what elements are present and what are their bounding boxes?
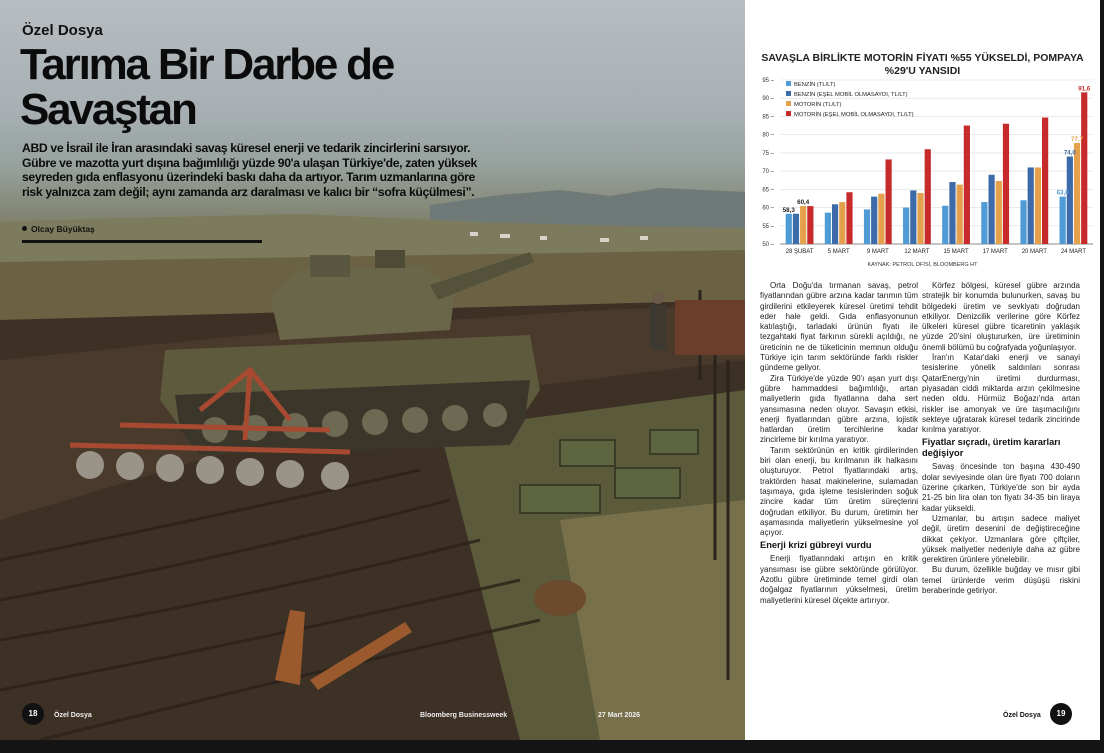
paragraph: Bu durum, özellikle buğday ve mısır gibi temel ürünlerde verim düşüşü riskini beraberinde getiriyor. bbox=[922, 565, 1080, 596]
bar bbox=[1042, 118, 1048, 244]
body-column-1 bbox=[760, 281, 918, 606]
paragraph: İran'ın Katar'daki enerji ve sanayi tesislerine yönelik saldırıları sonrası QatarEnergy'nin üretimi durdurması, piyasadan ciddi miktarda arzın çekilmesine neden oldu. Hürmüz Boğazı'nda artan riskler ise amonyak ve üre taşımacılığını sekteye uğratarak küresel tedarik zincirinde kırılma yaratıyor. bbox=[922, 353, 1080, 435]
data-label: 91,6 bbox=[1078, 85, 1091, 93]
x-tick-label: 12 MART bbox=[904, 249, 930, 255]
x-tick-label: 15 MART bbox=[943, 249, 969, 255]
legend-entry: BENZİN (TL/LT) bbox=[794, 82, 836, 88]
bar bbox=[871, 197, 877, 244]
subheading: Enerji krizi gübreyi vurdu bbox=[760, 540, 872, 551]
right-page bbox=[745, 0, 1100, 740]
legend-entry: MOTORİN (TL/LT) bbox=[794, 102, 842, 108]
y-tick-label: 55 – bbox=[762, 223, 774, 230]
right-page-number: 19 bbox=[1050, 703, 1072, 725]
bar bbox=[832, 204, 838, 244]
page-title: Tarıma Bir Darbe de Savaştan bbox=[20, 40, 394, 134]
bar bbox=[786, 214, 792, 244]
bar bbox=[910, 190, 916, 244]
bar bbox=[825, 213, 831, 244]
y-tick-label: 70 – bbox=[762, 169, 774, 176]
x-tick-label: 28 ŞUBAT bbox=[785, 249, 814, 255]
legend-swatch bbox=[786, 81, 791, 86]
bar bbox=[996, 181, 1002, 244]
bar bbox=[1067, 157, 1073, 244]
data-label: 58,3 bbox=[782, 206, 795, 214]
bar bbox=[793, 214, 799, 244]
bar bbox=[800, 206, 806, 244]
y-tick-label: 95 – bbox=[762, 78, 774, 84]
data-label: 74,0 bbox=[1063, 149, 1076, 157]
section-kicker: Özel Dosya bbox=[22, 22, 103, 39]
bar bbox=[839, 202, 845, 244]
bar bbox=[917, 193, 923, 244]
bar bbox=[925, 149, 931, 244]
bar bbox=[981, 202, 987, 244]
article-dek: ABD ve İsrail ile İran arasındaki savaş küresel enerji ve tedarik zincirlerini sarsıyor. Gübre ve mazotta yurt dışına bağımlılığı yüzde 90'a ulaşan Türkiye'de, zaten yüksek seyreden gıda enflasyonu üzerindeki baskı daha da artıyor. Tarım uzmanlarına göre risk yalnızca zam değil; aynı zamanda arz daralması ve kalıcı bir “sofra küçülmesi”. bbox=[22, 141, 477, 199]
chart-source: KAYNAK: PETROL OFİSİ, BLOOMBERG HT bbox=[867, 262, 978, 268]
bar bbox=[878, 194, 884, 244]
bar bbox=[1060, 197, 1066, 244]
x-tick-label: 17 MART bbox=[982, 249, 1008, 255]
chart-title: SAVAŞLA BİRLİKTE MOTORİN FİYATI %55 YÜKSELDİ, POMPAYA %29'U YANSIDI bbox=[761, 52, 1084, 77]
bar bbox=[1035, 167, 1041, 244]
paragraph: Uzmanlar, bu artışın sadece maliyet değil, üretim desenini de değiştireceğine dikkat çekiyor. Uzmanlara göre çiftçiler, yüksek maliyetler nedeniyle daha az gübre gerektiren ürünlere yönelebilir. bbox=[922, 513, 1080, 565]
bar bbox=[942, 206, 948, 244]
legend-swatch bbox=[786, 101, 791, 106]
right-footer-section: Özel Dosya bbox=[1003, 712, 1041, 719]
y-tick-label: 80 – bbox=[762, 132, 774, 139]
x-tick-label: 9 MART bbox=[866, 249, 889, 255]
bar bbox=[1074, 143, 1080, 244]
body-column-2 bbox=[922, 281, 1080, 596]
y-tick-label: 85 – bbox=[762, 114, 774, 121]
byline: Olcay Büyüktaş bbox=[22, 224, 95, 234]
y-tick-label: 90 – bbox=[762, 96, 774, 103]
paragraph: Tarım sektörünün en kritik girdilerinden biri olan enerji, bu kırılmanın ilk halkasını oluşturuyor. Petrol fiyatlarındaki artış, traktörden hasat makinelerine, sulamadan taşımaya, gıda işleme tesislerinden soğuk zincire kadar tüm üretim süreçlerini doğrudan etkiliyor. Bu durum, üretimin her aşamasında maliyetlerin yükselmesine yol açıyor. bbox=[760, 445, 918, 538]
legend-entry: MOTORİN (EŞEL MOBİL OLMASAYDI, TL/LT) bbox=[794, 112, 914, 118]
paragraph: Zira Türkiye'de yüzde 90'ı aşan yurt dışı gübre hammaddesi bağımlılığı, artan maliyetlerin gıda fiyatlarına daha sert yansımasına neden oluyor. Savaşın etkisi, enerji fiyatlarından gübre arzına, lojistik hatlardan üretim tercihlerine kadar zincirleme bir kırılma yaratıyor. bbox=[760, 373, 918, 445]
bar bbox=[1028, 167, 1034, 244]
bar bbox=[886, 159, 892, 244]
bar bbox=[1003, 124, 1009, 244]
left-page-number: 18 bbox=[22, 703, 44, 725]
bar bbox=[846, 192, 852, 244]
paragraph: Orta Doğu'da tırmanan savaş, petrol fiyatlarından gübre arzına kadar tarımın tüm girdilerini etkileyerek küresel üretimi tehdit eder hale geldi. Gıda enflasyonunun katılaştığı, tarladaki ürünün fiyatı ile tezgahtaki fiyat farkının sürekli açıldığı, ne üreticinin ne de tüketicinin memnun olduğu Türkiye için tarım sektöründe farklı riskler gündeme geliyor. bbox=[760, 281, 918, 373]
footer-publication: Bloomberg Businessweek bbox=[420, 712, 508, 719]
subheading: Fiyatlar sıçradı, üretim kararları değişiyor bbox=[922, 437, 1061, 459]
x-tick-label: 20 MART bbox=[1021, 249, 1047, 255]
x-tick-label: 5 MART bbox=[827, 249, 850, 255]
data-label: 77,7 bbox=[1071, 136, 1084, 144]
data-label: 60,4 bbox=[797, 199, 810, 207]
bar bbox=[957, 185, 963, 244]
bar bbox=[903, 208, 909, 244]
paragraph: Enerji fiyatlarındaki artışın en kritik yansıması ise gübre sektöründe görülüyor. Azotlu gübre üretiminde temel girdi olan doğalgaz fiyatlarının yükselmesi, üretim maliyetlerini küresel ölçekte artırıyor. bbox=[760, 554, 918, 605]
paragraph: Körfez bölgesi, küresel gübre arzında stratejik bir konumda bulunurken, savaş bu bölgedeki üretim ve sevkiyatı doğrudan etkiliyor. Denizcilik verilerine göre Körfez ülkeleri küresel gübre ticaretinin yaklaşık yüzde 20'sini oluştururken, üre üretiminin önemli bölümü bu coğrafyada yoğunlaşıyor. bbox=[922, 281, 1080, 352]
bar bbox=[1081, 92, 1087, 244]
bar bbox=[1020, 200, 1026, 244]
x-tick-label: 24 MART bbox=[1060, 249, 1087, 255]
y-tick-label: 75 – bbox=[762, 150, 774, 157]
left-footer-section: Özel Dosya bbox=[54, 712, 92, 719]
data-label: 63,0 bbox=[1056, 189, 1069, 197]
bar bbox=[807, 206, 813, 244]
fuel-price-chart bbox=[745, 74, 1100, 260]
y-tick-label: 50 – bbox=[762, 242, 774, 248]
bar bbox=[864, 209, 870, 244]
legend-swatch bbox=[786, 91, 791, 96]
legend-swatch bbox=[786, 111, 791, 116]
legend-entry: BENZİN (EŞEL MOBİL OLMASAYDI, TL/LT) bbox=[794, 92, 908, 98]
byline-rule bbox=[22, 240, 262, 243]
y-tick-label: 60 – bbox=[762, 205, 774, 212]
bar bbox=[964, 126, 970, 244]
bar bbox=[949, 182, 955, 244]
y-tick-label: 65 – bbox=[762, 187, 774, 194]
paragraph: Savaş öncesinde ton başına 430-490 dolar seviyesinde olan üre fiyatı 700 doların üzerine çıkarken, Türkiye'de son bir ayda 21-25 bin lira olan ton fiyatı 34-35 bin liraya kadar yükseldi. bbox=[922, 462, 1080, 513]
footer-date: 27 Mart 2026 bbox=[598, 712, 641, 719]
bar bbox=[988, 175, 994, 244]
